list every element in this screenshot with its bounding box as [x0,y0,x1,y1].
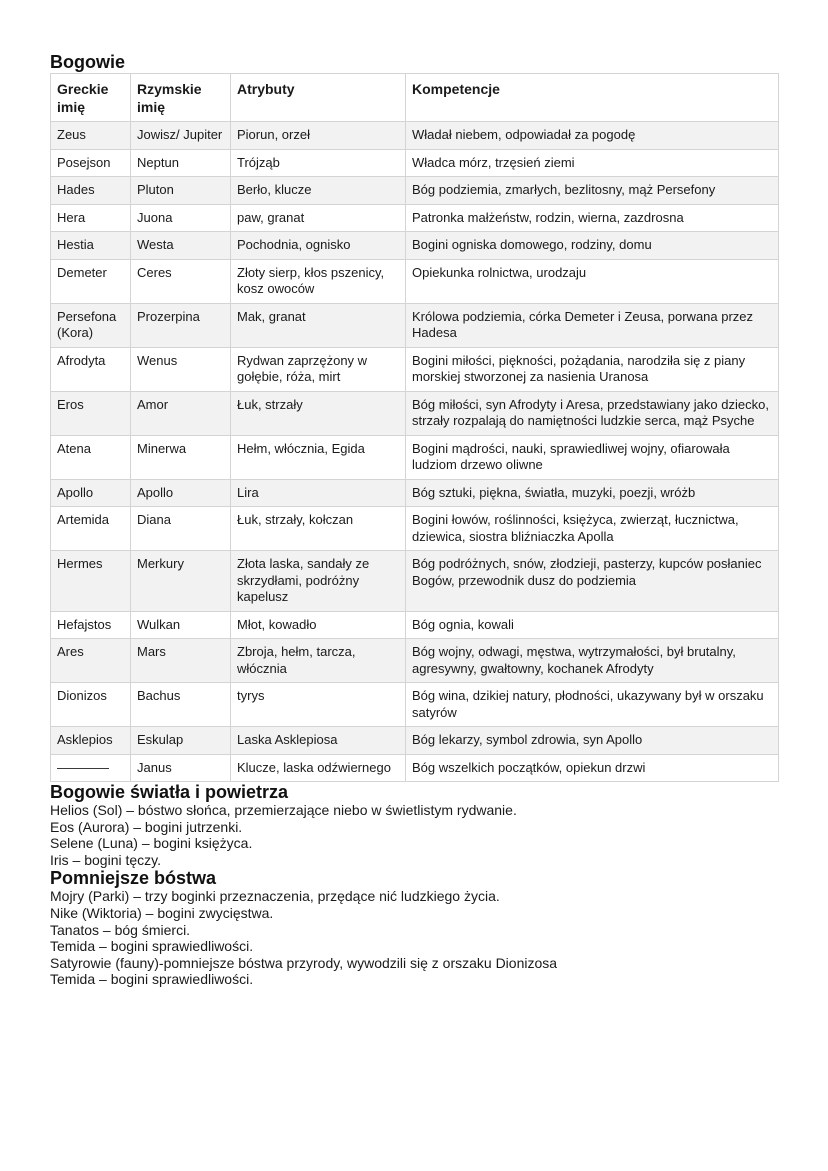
cell-competences: Bóg wszelkich początków, opiekun drzwi [406,754,779,782]
section-title-minor-gods: Pomniejsze bóstwa [50,868,217,889]
cell-greek-name: Hestia [51,232,131,260]
cell-roman-name: Minerwa [131,435,231,479]
cell-greek-name: ———— [51,754,131,782]
cell-greek-name: Hermes [51,551,131,612]
cell-competences: Królowa podziemia, córka Demeter i Zeusa, porwana przez Hadesa [406,303,779,347]
cell-roman-name: Wulkan [131,611,231,639]
header-attributes: Atrybuty [231,74,406,122]
cell-greek-name: Eros [51,391,131,435]
table-row [51,435,779,479]
document-page [50,52,778,988]
light-god-entry: Helios (Sol) – bóstwo słońca, przemierzające niebo w świetlistym rydwanie. [50,802,517,818]
cell-roman-name: Bachus [131,683,231,727]
cell-greek-name: Hefajstos [51,611,131,639]
cell-competences: Bogini łowów, roślinności, księżyca, zwierząt, łucznictwa, dziewica, siostra bliźniaczka Apolla [406,507,779,551]
minor-god-entry: Temida – bogini sprawiedliwości. [50,971,254,988]
cell-attributes: paw, granat [231,204,406,232]
cell-roman-name: Amor [131,391,231,435]
cell-competences: Bóg ognia, kowali [406,611,779,639]
cell-roman-name: Prozerpina [131,303,231,347]
cell-competences: Bóg sztuki, piękna, światła, muzyki, poezji, wróżb [406,479,779,507]
cell-greek-name: Afrodyta [51,347,131,391]
cell-competences: Bóg lekarzy, symbol zdrowia, syn Apollo [406,727,779,755]
cell-competences: Bogini miłości, piękności, pożądania, narodziła się z piany morskiej stworzonej za nasienia Uranosa [406,347,779,391]
header-roman-name: Rzymskie imię [131,74,231,122]
cell-attributes: Łuk, strzały [231,391,406,435]
cell-attributes: Mak, granat [231,303,406,347]
cell-roman-name: Diana [131,507,231,551]
cell-roman-name: Pluton [131,177,231,205]
cell-competences: Bóg wojny, odwagi, męstwa, wytrzymałości, był brutalny, agresywny, gwałtowny, kochanek Afrodyty [406,639,779,683]
cell-competences: Władał niebem, odpowiadał za pogodę [406,122,779,150]
cell-competences: Bóg wina, dzikiej natury, płodności, ukazywany był w orszaku satyrów [406,683,779,727]
cell-greek-name: Posejson [51,149,131,177]
table-row [51,259,779,303]
cell-roman-name: Westa [131,232,231,260]
table-row [51,507,779,551]
cell-attributes: Pochodnia, ognisko [231,232,406,260]
cell-competences: Bóg miłości, syn Afrodyty i Aresa, przedstawiany jako dziecko, strzały rozpalają do namiętności ludzkie serca, mąż Psyche [406,391,779,435]
cell-competences: Bogini ogniska domowego, rodziny, domu [406,232,779,260]
cell-competences: Opiekunka rolnictwa, urodzaju [406,259,779,303]
minor-god-entry: Tanatos – bóg śmierci. [50,921,191,938]
cell-roman-name: Mars [131,639,231,683]
cell-roman-name: Eskulap [131,727,231,755]
cell-greek-name: Atena [51,435,131,479]
table-row [51,347,779,391]
cell-competences: Bóg podziemia, zmarłych, bezlitosny, mąż Persefony [406,177,779,205]
table-row [51,754,779,782]
cell-roman-name: Janus [131,754,231,782]
minor-god-entry: Nike (Wiktoria) – bogini zwycięstwa. [50,904,274,921]
cell-attributes: Zbroja, hełm, tarcza, włócznia [231,639,406,683]
cell-roman-name: Juona [131,204,231,232]
cell-roman-name: Merkury [131,551,231,612]
cell-greek-name: Persefona (Kora) [51,303,131,347]
table-row [51,149,779,177]
cell-attributes: Trójząb [231,149,406,177]
cell-greek-name: Dionizos [51,683,131,727]
light-gods-list [50,802,778,868]
header-greek-name: Greckie imię [51,74,131,122]
cell-roman-name: Apollo [131,479,231,507]
cell-greek-name: Apollo [51,479,131,507]
cell-attributes: Lira [231,479,406,507]
cell-roman-name: Neptun [131,149,231,177]
cell-attributes: Berło, klucze [231,177,406,205]
cell-attributes: Klucze, laska odźwiernego [231,754,406,782]
table-header-row [51,74,779,122]
light-god-entry: Selene (Luna) – bogini księżyca. [50,835,253,852]
cell-attributes: Piorun, orzeł [231,122,406,150]
table-row [51,639,779,683]
table-row [51,479,779,507]
minor-god-entry: Temida – bogini sprawiedliwości. [50,938,254,955]
cell-greek-name: Hera [51,204,131,232]
cell-competences: Bogini mądrości, nauki, sprawiedliwej wojny, ofiarowała ludziom drzewo oliwne [406,435,779,479]
cell-greek-name: Demeter [51,259,131,303]
cell-attributes: Młot, kowadło [231,611,406,639]
table-row [51,551,779,612]
cell-greek-name: Asklepios [51,727,131,755]
table-row [51,204,779,232]
section-title-gods: Bogowie [50,52,125,72]
cell-competences: Patronka małżeństw, rodzin, wierna, zazdrosna [406,204,779,232]
minor-god-entry: Satyrowie (fauny)-pomniejsze bóstwa przyrody, wywodzili się z orszaku Dionizosa [50,954,558,971]
cell-greek-name: Zeus [51,122,131,150]
table-row [51,303,779,347]
cell-attributes: Hełm, włócznia, Egida [231,435,406,479]
cell-attributes: Łuk, strzały, kołczan [231,507,406,551]
cell-greek-name: Hades [51,177,131,205]
gods-table [50,73,779,782]
table-row [51,391,779,435]
gods-table-body [51,122,779,782]
minor-god-entry: Mojry (Parki) – trzy boginki przeznaczenia, przędące nić ludzkiego życia. [50,888,500,905]
header-competences: Kompetencje [406,74,779,122]
cell-greek-name: Artemida [51,507,131,551]
table-row [51,232,779,260]
table-row [51,611,779,639]
cell-attributes: Złoty sierp, kłos pszenicy, kosz owoców [231,259,406,303]
section-title-light-gods: Bogowie światła i powietrza [50,782,289,802]
cell-attributes: Laska Asklepiosa [231,727,406,755]
minor-gods-list [50,888,778,988]
table-row [51,177,779,205]
table-row [51,727,779,755]
cell-roman-name: Ceres [131,259,231,303]
cell-roman-name: Jowisz/ Jupiter [131,122,231,150]
light-god-entry: Iris – bogini tęczy. [50,851,162,868]
cell-competences: Bóg podróżnych, snów, złodzieji, pasterzy, kupców posłaniec Bogów, przewodnik dusz do podziemia [406,551,779,612]
cell-competences: Władca mórz, trzęsień ziemi [406,149,779,177]
cell-attributes: tyrys [231,683,406,727]
cell-attributes: Rydwan zaprzężony w gołębie, róża, mirt [231,347,406,391]
cell-greek-name: Ares [51,639,131,683]
light-god-entry: Eos (Aurora) – bogini jutrzenki. [50,818,243,835]
table-row [51,122,779,150]
cell-roman-name: Wenus [131,347,231,391]
cell-attributes: Złota laska, sandały ze skrzydłami, podróżny kapelusz [231,551,406,612]
table-row [51,683,779,727]
